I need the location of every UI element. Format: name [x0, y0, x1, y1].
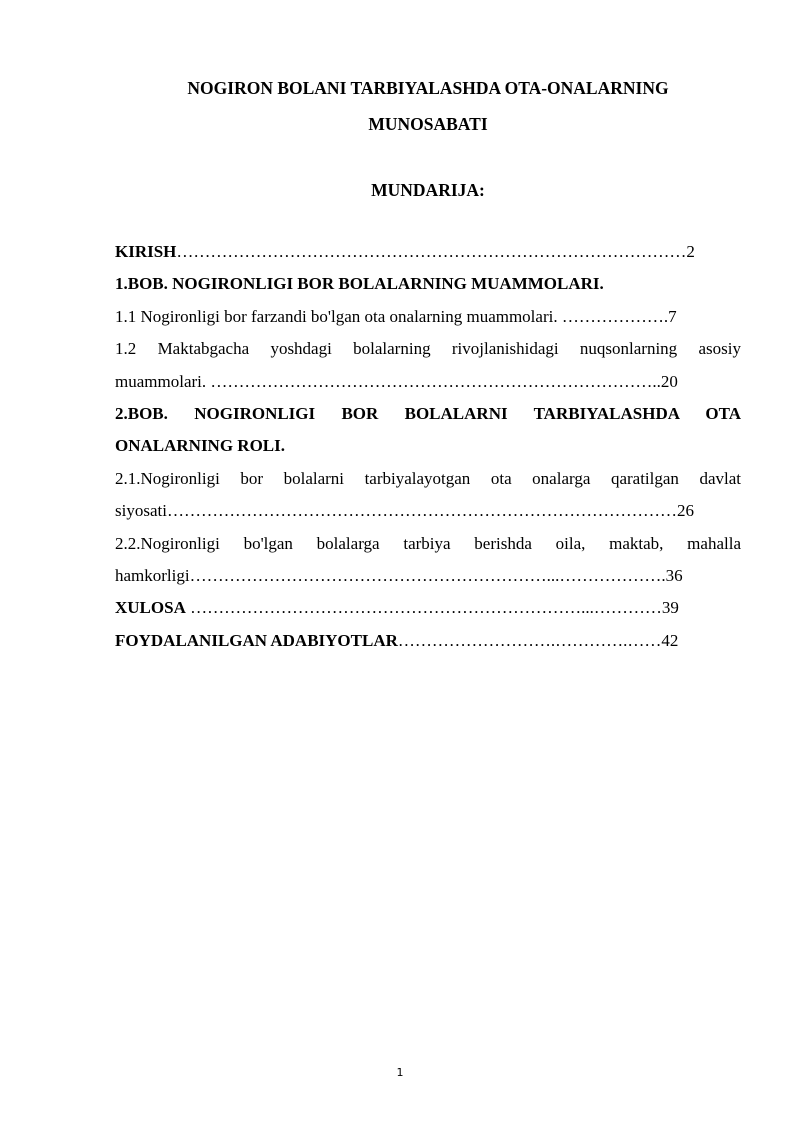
- toc-leader: ……………………….………….……: [397, 630, 662, 650]
- table-of-contents: [115, 236, 741, 657]
- toc-entry-label: XULOSA: [115, 598, 186, 618]
- toc-leader: ………………………………………………………………………………: [176, 242, 687, 261]
- toc-entry-label: siyosati………………………………………………………………………………: [115, 501, 677, 521]
- toc-entry-2-2-line1: 2.2.Nogironligi bo'lgan bolalarga tarbiya berishda oila, maktab, mahalla: [115, 533, 741, 553]
- toc-entry-2-1-line2: [115, 495, 741, 527]
- toc-entry-1-2-line2: [115, 366, 741, 398]
- toc-entry-2-1-line1: 2.1.Nogironligi bor bolalarni tarbiyalayotgan ota onalarga qaratilgan davlat: [115, 468, 741, 488]
- toc-chapter-2-line1: 2.BOB. NOGIRONLIGI BOR BOLALARNI TARBIYALASHDA OTA: [115, 403, 741, 423]
- toc-leader: ……………………………………………………………...…………: [185, 598, 662, 618]
- toc-entry-label: muammolari. ……………………………………………………………………..: [115, 371, 661, 391]
- toc-chapter-2-line2: ONALARNING ROLI.: [115, 436, 286, 456]
- toc-page-number: 42: [661, 630, 679, 650]
- toc-entry-2-2-line2: [115, 560, 741, 592]
- toc-entry-label: FOYDALANILGAN ADABIYOTLAR: [115, 630, 398, 650]
- toc-page-number: 39: [661, 598, 679, 618]
- toc-entry-label: hamkorligi………………………………………………………...……………….: [115, 565, 666, 585]
- toc-heading: MUNDARIJA:: [371, 180, 485, 200]
- toc-entry-1-2-line1: 1.2 Maktabgacha yoshdagi bolalarning rivojlanishidagi nuqsonlarning asosiy: [115, 339, 741, 359]
- toc-entry-kirish: [115, 236, 741, 268]
- toc-leader: ……………….: [557, 306, 669, 326]
- toc-page-number: 36: [665, 565, 683, 585]
- toc-entry-label: KIRISH: [115, 242, 177, 261]
- toc-page-number: 2: [686, 242, 695, 261]
- toc-page-number: 20: [660, 371, 678, 391]
- document-title-line2: MUNOSABATI: [368, 114, 488, 134]
- toc-entry-1-1: [115, 301, 741, 333]
- toc-entry-label: 1.1 Nogironligi bor farzandi bo'lgan ota onalarning muammolari.: [115, 306, 558, 326]
- toc-entry-adabiyotlar: [115, 625, 741, 657]
- toc-page-number: 7: [668, 306, 677, 326]
- toc-entry-xulosa: [115, 592, 741, 624]
- document-title-line1: NOGIRON BOLANI TARBIYALASHDA OTA-ONALARNING: [187, 78, 669, 98]
- toc-chapter-1: 1.BOB. NOGIRONLIGI BOR BOLALARNING MUAMMOLARI.: [115, 274, 604, 294]
- page-number: 1: [396, 1066, 404, 1079]
- toc-page-number: 26: [676, 501, 694, 521]
